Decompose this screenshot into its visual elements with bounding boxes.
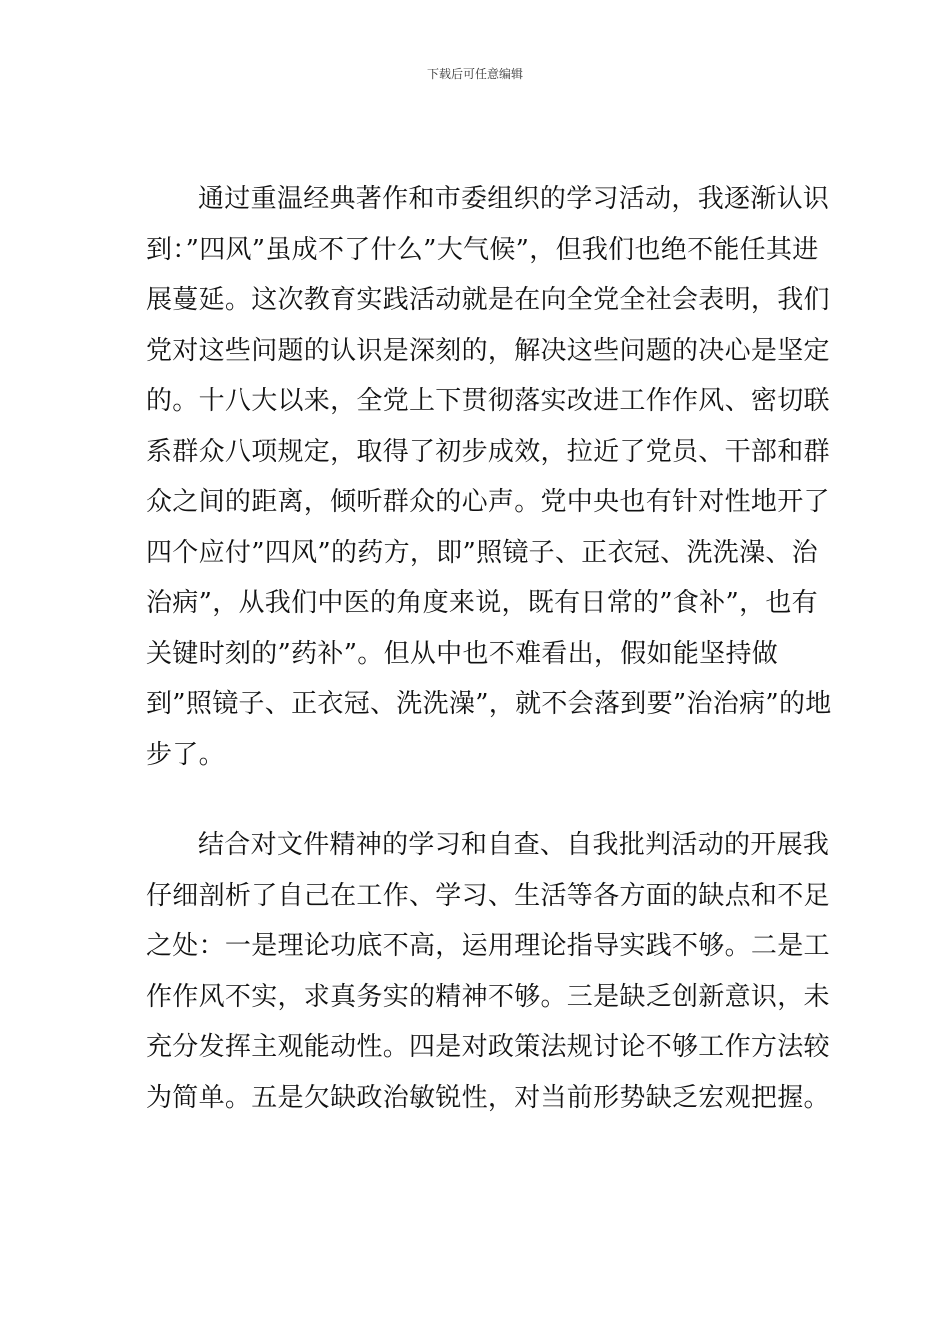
paragraph-1: 通过重温经典著作和市委组织的学习活动，我逐渐认识到：”四风”虽成不了什么”大气候”，但我们也绝不能任其进展蔓延。这次教育实践活动就是在向全党全社会表明，我们党对这些问题的认识是深刻的，解决这些问题的决心是坚定的。十八大以来，全党上下贯彻落实改进工作作风、密切联系群众八项规定，取得了初步成效，拉近了党员、干部和群众之间的距离，倾听群众的心声。党中央也有针对性地开了四个应付”四风”的药方，即”照镜子、正衣冠、洗洗澡、治治病”，从我们中医的角度来说，既有日常的”食补”，也有关键时刻的”药补”。但从中也不难看出，假如能坚持做到”照镜子、正衣冠、洗洗澡”，就不会落到要”治治病”的地步了。	[146, 184, 832, 770]
paragraph-2: 结合对文件精神的学习和自查、自我批判活动的开展我仔细剖析了自己在工作、学习、生活等各方面的缺点和不足之处：一是理论功底不高，运用理论指导实践不够。二是工作作风不实，求真务实的精神不够。三是缺乏创新意识，未充分发挥主观能动性。四是对政策法规讨论不够工作方法较为简单。五是欠缺政治敏锐性，对当前形势缺乏宏观把握。	[146, 830, 830, 1113]
header-note: 下载后可任意编辑	[426, 67, 523, 81]
